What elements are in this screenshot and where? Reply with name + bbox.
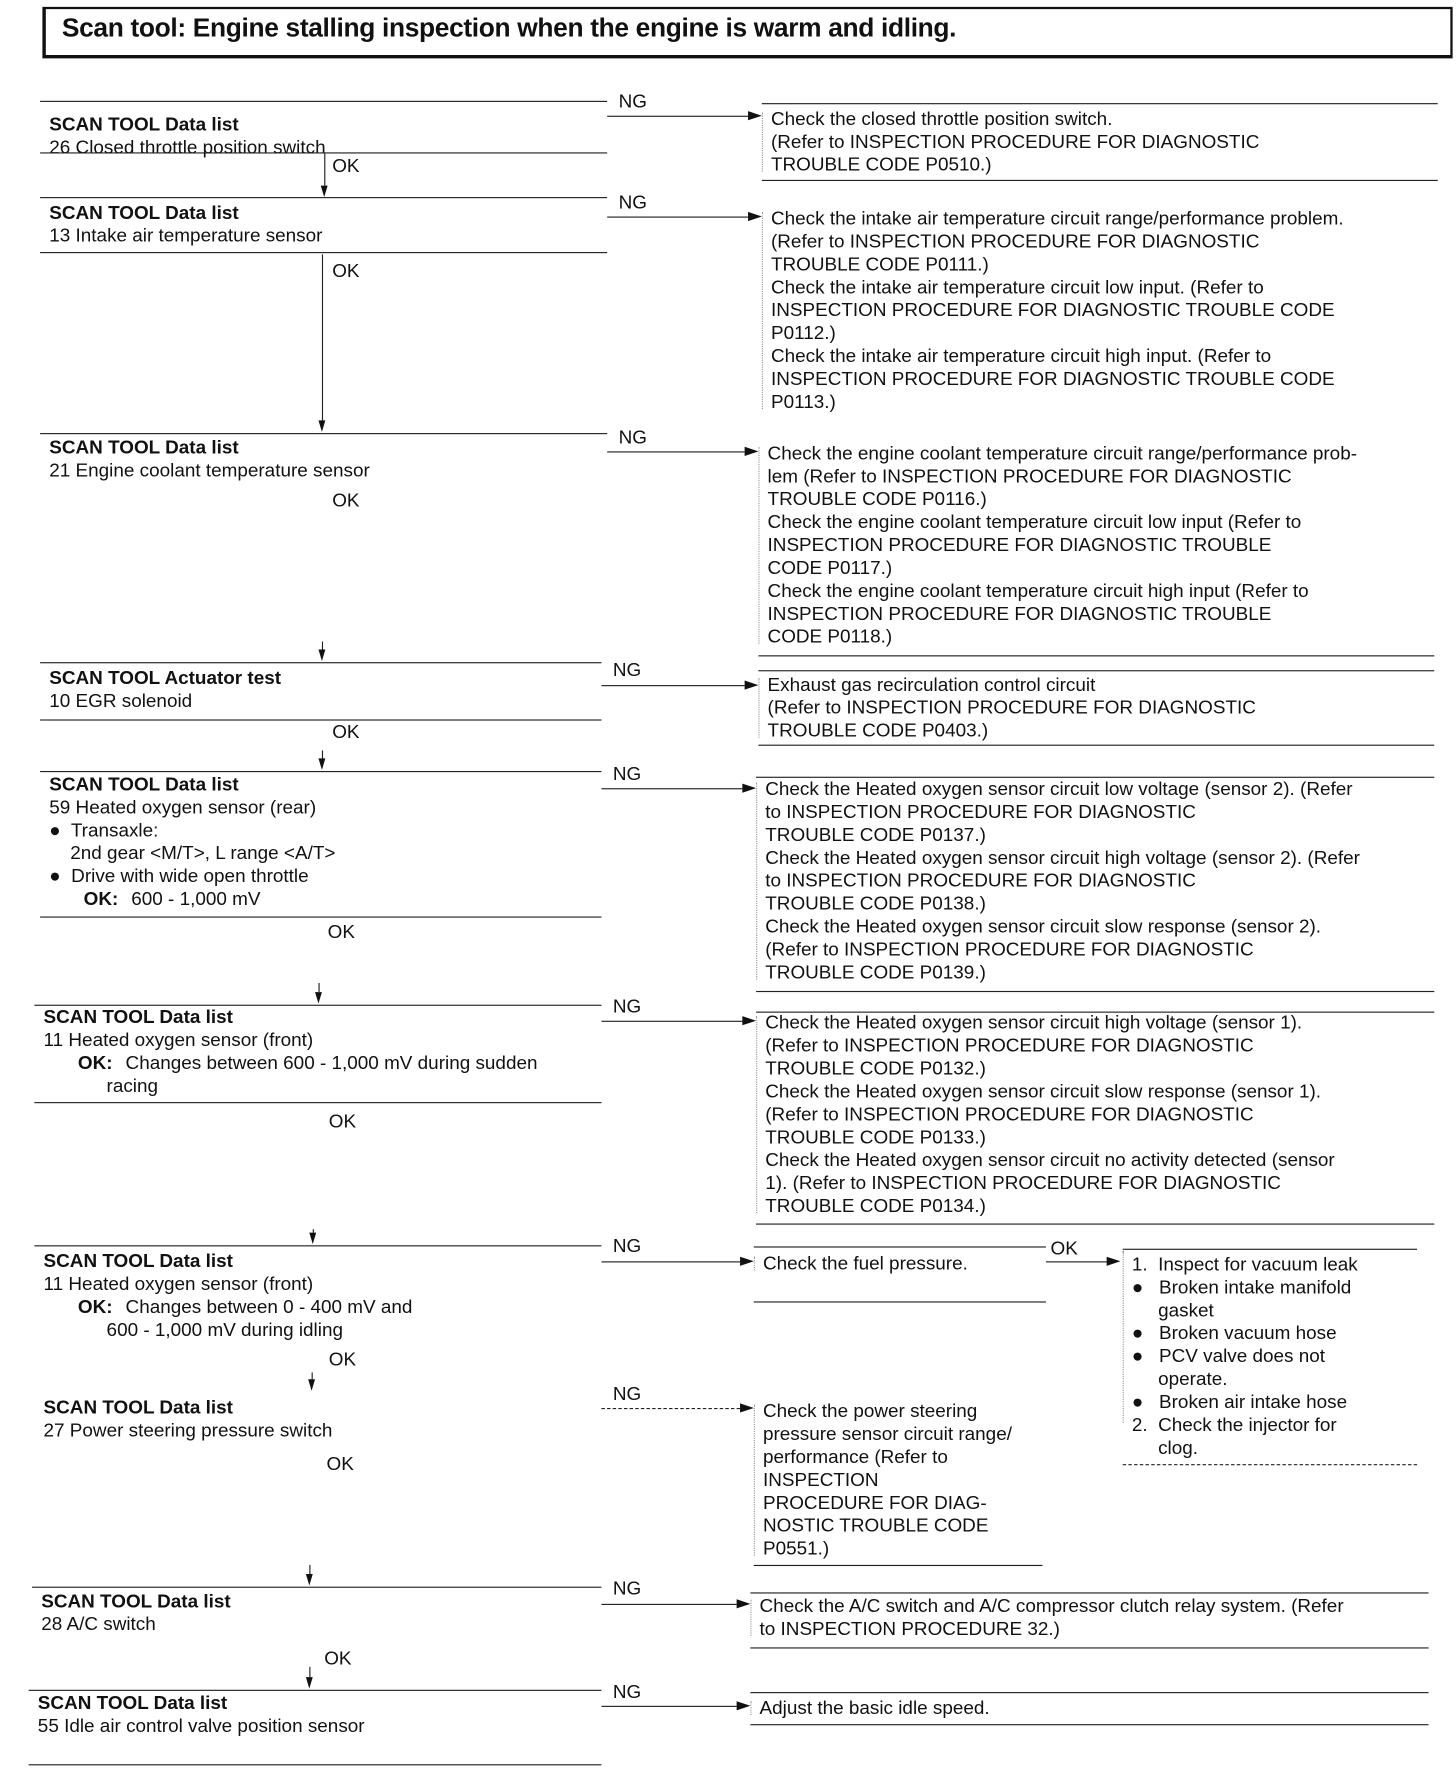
ok-label: OK bbox=[332, 155, 360, 177]
result-box-side-line bbox=[758, 447, 759, 644]
result-text: Check the engine coolant temperature circuit low input (Refer to bbox=[767, 512, 1302, 533]
ok-arrow-down-icon bbox=[318, 420, 325, 431]
result-text: TROUBLE CODE P0111.) bbox=[770, 254, 989, 275]
result-text: Check the engine coolant temperature circuit range/performance prob- bbox=[767, 443, 1357, 464]
result-text: Exhaust gas recirculation control circuit bbox=[767, 674, 1096, 696]
sub-result-text: ● Broken air intake hose bbox=[1131, 1391, 1348, 1413]
result-box-top-line bbox=[754, 1246, 1046, 1247]
step-box-bottom-line bbox=[29, 1764, 602, 1765]
step-detail: 13 Intake air temperature sensor bbox=[49, 225, 323, 247]
step-detail: 27 Power steering pressure switch bbox=[43, 1420, 333, 1442]
step-detail: 28 A/C switch bbox=[41, 1614, 156, 1635]
step-detail: 59 Heated oxygen sensor (rear) bbox=[49, 797, 317, 818]
result-text: Adjust the basic idle speed. bbox=[759, 1697, 990, 1719]
step-title: SCAN TOOL Data list bbox=[41, 1591, 231, 1612]
result-box-bottom-line bbox=[750, 1647, 1428, 1648]
ok-flow-line bbox=[318, 983, 319, 992]
ng-arrow-line bbox=[601, 788, 742, 789]
result-text: INSPECTION PROCEDURE FOR DIAGNOSTIC TROUBLE bbox=[767, 603, 1272, 625]
result-text: Check the engine coolant temperature circuit high input (Refer to bbox=[767, 580, 1309, 602]
result-text: CODE P0117.) bbox=[767, 557, 893, 579]
result-box-side-line bbox=[756, 782, 757, 979]
ng-arrow-icon bbox=[737, 1701, 751, 1710]
ok-label: OK bbox=[328, 1349, 357, 1371]
result-text: performance (Refer to bbox=[762, 1446, 948, 1468]
result-box-top-line bbox=[762, 103, 1438, 104]
ng-arrow-line bbox=[601, 1706, 736, 1707]
result-text: TROUBLE CODE P0116.) bbox=[767, 489, 987, 510]
ng-arrow-line bbox=[601, 685, 744, 686]
result-text: INSPECTION bbox=[762, 1469, 879, 1491]
ng-arrow-icon bbox=[742, 1016, 756, 1025]
result-box-side-line bbox=[754, 1405, 755, 1556]
sub-result-text: 1. Inspect for vacuum leak bbox=[1131, 1254, 1358, 1276]
ok-flow-line bbox=[324, 154, 325, 186]
result-text: Check the Heated oxygen sensor circuit high voltage (sensor 2). (Refer bbox=[765, 847, 1360, 869]
result-text: Check the closed throttle position switch. bbox=[770, 108, 1113, 130]
ng-arrow-icon bbox=[748, 212, 762, 221]
result-text: lem (Refer to INSPECTION PROCEDURE FOR DIAGNOSTIC bbox=[767, 466, 1292, 487]
ok-arrow-down-icon bbox=[308, 1379, 315, 1390]
step-detail: 55 Idle air control valve position sensor bbox=[37, 1716, 365, 1737]
ng-arrow-line bbox=[607, 116, 748, 117]
result-box-side-line bbox=[758, 678, 759, 738]
sub-result-bottom-line bbox=[1123, 1464, 1417, 1465]
ok-flow-line bbox=[322, 750, 323, 758]
result-box-side-line bbox=[754, 1257, 755, 1271]
ok-criteria-label: OK: bbox=[77, 1296, 113, 1318]
ok-flow-line bbox=[309, 1667, 310, 1677]
result-text: Check the Heated oxygen sensor circuit slow response (sensor 2). bbox=[765, 916, 1322, 938]
ok-arrow-down-icon bbox=[309, 1233, 316, 1244]
ok-criteria-text: Changes between 0 - 400 mV and bbox=[120, 1296, 413, 1318]
ng-arrow-icon bbox=[737, 1599, 751, 1608]
result-text: Check the intake air temperature circuit low input. (Refer to bbox=[770, 277, 1264, 298]
result-text: Check the A/C switch and A/C compressor clutch relay system. (Refer bbox=[759, 1595, 1344, 1617]
ng-label: NG bbox=[618, 427, 647, 448]
result-text: P0112.) bbox=[770, 323, 836, 344]
result-text: Check the intake air temperature circuit range/performance problem. bbox=[770, 208, 1344, 230]
result-text: TROUBLE CODE P0132.) bbox=[765, 1058, 986, 1080]
ng-arrow-icon bbox=[740, 1403, 754, 1412]
ok-label: OK bbox=[1050, 1238, 1078, 1260]
step-detail: 10 EGR solenoid bbox=[49, 690, 193, 712]
result-text: 1). (Refer to INSPECTION PROCEDURE FOR DIAGNOSTIC bbox=[765, 1173, 1281, 1194]
step-title: SCAN TOOL Actuator test bbox=[49, 667, 282, 689]
ok-arrow-down-icon bbox=[315, 992, 322, 1003]
result-text: pressure sensor circuit range/ bbox=[762, 1423, 1012, 1445]
result-box-side-line bbox=[762, 212, 763, 409]
result-box-bottom-line bbox=[756, 1224, 1434, 1225]
ok-arrow-down-icon bbox=[318, 758, 325, 769]
result-text: (Refer to INSPECTION PROCEDURE FOR DIAGNOSTIC bbox=[765, 1035, 1254, 1057]
result-box-bottom-line bbox=[754, 1301, 1046, 1302]
ng-label: NG bbox=[612, 1236, 642, 1257]
sub-result-text: ● Broken vacuum hose bbox=[1131, 1323, 1337, 1344]
result-text: Check the fuel pressure. bbox=[762, 1253, 968, 1274]
step-title: SCAN TOOL Data list bbox=[43, 1006, 233, 1028]
result-box-side-line bbox=[756, 1016, 757, 1213]
sub-result-side-line bbox=[1123, 1251, 1124, 1423]
ng-arrow-icon bbox=[745, 447, 759, 456]
result-text: NOSTIC TROUBLE CODE bbox=[762, 1515, 989, 1537]
step-title: SCAN TOOL Data list bbox=[49, 202, 239, 224]
ng-label: NG bbox=[612, 1681, 642, 1703]
step-box-top-line bbox=[32, 1587, 601, 1588]
result-text: P0113.) bbox=[770, 391, 836, 413]
ok-criteria-label: OK: bbox=[83, 888, 119, 910]
sub-result-text: gasket bbox=[1131, 1300, 1214, 1321]
ok-arrow-down-icon bbox=[321, 186, 328, 197]
result-text: (Refer to INSPECTION PROCEDURE FOR DIAGNOSTIC bbox=[765, 939, 1254, 961]
result-text: to INSPECTION PROCEDURE 32.) bbox=[759, 1618, 1060, 1640]
step-box-top-line bbox=[40, 771, 601, 772]
result-text: TROUBLE CODE P0134.) bbox=[765, 1196, 986, 1217]
step-box-top-line bbox=[40, 662, 601, 663]
ng-label: NG bbox=[612, 659, 642, 681]
step-title: SCAN TOOL Data list bbox=[49, 114, 239, 136]
result-box-bottom-line bbox=[756, 991, 1434, 992]
ok-label: OK bbox=[324, 1648, 352, 1670]
step-box-top-line bbox=[40, 197, 607, 198]
ng-label: NG bbox=[612, 1383, 642, 1405]
ng-arrow-icon bbox=[748, 111, 762, 120]
ok-label: OK bbox=[332, 490, 360, 511]
result-text: Check the Heated oxygen sensor circuit slow response (sensor 1). bbox=[765, 1081, 1322, 1103]
ok-criteria-text: 600 - 1,000 mV bbox=[126, 888, 261, 910]
result-box-bottom-line bbox=[754, 1565, 1043, 1566]
result-box-bottom-line bbox=[758, 745, 1434, 746]
step-detail: 600 - 1,000 mV during idling bbox=[43, 1319, 343, 1341]
step-title: SCAN TOOL Data list bbox=[49, 774, 239, 796]
step-detail: 2nd gear <M/T>, L range <A/T> bbox=[49, 843, 336, 864]
ok-criteria-text: Changes between 600 - 1,000 mV during sudden bbox=[120, 1052, 538, 1074]
ng-arrow-icon bbox=[745, 680, 759, 689]
ng-arrow-line bbox=[601, 1261, 740, 1262]
ok-arrow-down-icon bbox=[306, 1677, 313, 1688]
sub-result-text: 2. Check the injector for bbox=[1131, 1414, 1337, 1436]
ng-arrow-line bbox=[601, 1408, 740, 1409]
ok-label: OK bbox=[328, 1111, 357, 1132]
result-text: (Refer to INSPECTION PROCEDURE FOR DIAGNOSTIC bbox=[765, 1104, 1254, 1125]
ng-arrow-line bbox=[601, 1604, 736, 1605]
ok-arrow-down-icon bbox=[318, 650, 325, 661]
result-box-bottom-line bbox=[750, 1724, 1428, 1725]
step-box-top-line bbox=[29, 1690, 602, 1691]
result-box-top-line bbox=[750, 1692, 1428, 1693]
ng-label: NG bbox=[612, 764, 642, 785]
result-text: CODE P0118.) bbox=[767, 626, 893, 648]
ng-arrow-line bbox=[607, 451, 744, 452]
ok-flow-line bbox=[309, 1565, 310, 1574]
result-text: TROUBLE CODE P0510.) bbox=[770, 154, 992, 176]
result-text: Check the Heated oxygen sensor circuit high voltage (sensor 1). bbox=[765, 1012, 1303, 1034]
step-detail: 11 Heated oxygen sensor (front) bbox=[43, 1029, 314, 1051]
step-box-bottom-line bbox=[40, 916, 601, 917]
step-detail: ● Drive with wide open throttle bbox=[49, 866, 309, 887]
step-detail: 26 Closed throttle position switch bbox=[49, 137, 326, 159]
result-box-side-line bbox=[762, 112, 763, 172]
step-title: SCAN TOOL Data list bbox=[43, 1250, 233, 1272]
ok-label: OK bbox=[332, 261, 360, 282]
step-box-top-line bbox=[34, 1245, 601, 1246]
result-text: Check the intake air temperature circuit high input. (Refer to bbox=[770, 345, 1272, 367]
ng-label: NG bbox=[612, 1578, 642, 1600]
result-text: Check the Heated oxygen sensor circuit no activity detected (sensor bbox=[765, 1150, 1335, 1171]
step-title: SCAN TOOL Data list bbox=[43, 1397, 233, 1419]
result-text: TROUBLE CODE P0138.) bbox=[765, 893, 986, 915]
result-text: P0551.) bbox=[762, 1538, 830, 1560]
ok-label: OK bbox=[326, 1453, 354, 1475]
result-text: TROUBLE CODE P0133.) bbox=[765, 1127, 986, 1148]
result-text: INSPECTION PROCEDURE FOR DIAGNOSTIC TROUBLE CODE bbox=[770, 368, 1335, 390]
ok-arrow-line bbox=[1046, 1261, 1109, 1262]
ok-flow-line bbox=[322, 642, 323, 650]
result-text: PROCEDURE FOR DIAG- bbox=[762, 1492, 987, 1514]
step-detail: 11 Heated oxygen sensor (front) bbox=[43, 1273, 314, 1295]
step-box-bottom-line bbox=[34, 1102, 601, 1103]
sub-result-text: ● Broken intake manifold bbox=[1131, 1277, 1352, 1298]
ng-label: NG bbox=[618, 192, 647, 214]
sub-result-text: ● PCV valve does not bbox=[1131, 1346, 1326, 1367]
ok-arrow-down-icon bbox=[306, 1574, 313, 1585]
sub-result-top-line bbox=[1123, 1249, 1417, 1250]
step-title: SCAN TOOL Data list bbox=[37, 1693, 228, 1714]
step-detail: 21 Engine coolant temperature sensor bbox=[49, 460, 370, 482]
result-text: TROUBLE CODE P0403.) bbox=[767, 720, 989, 742]
step-box-top-line bbox=[40, 101, 607, 102]
sub-result-text: clog. bbox=[1131, 1437, 1199, 1459]
result-text: INSPECTION PROCEDURE FOR DIAGNOSTIC TROUBLE bbox=[767, 534, 1272, 556]
result-text: to INSPECTION PROCEDURE FOR DIAGNOSTIC bbox=[765, 801, 1196, 823]
ok-label: OK bbox=[327, 922, 355, 943]
result-box-top-line bbox=[750, 1592, 1428, 1593]
result-text: Check the Heated oxygen sensor circuit low voltage (sensor 2). (Refer bbox=[765, 779, 1353, 800]
result-text: Check the power steering bbox=[762, 1401, 978, 1422]
result-box-bottom-line bbox=[758, 655, 1434, 656]
ng-arrow-icon bbox=[740, 1257, 754, 1266]
ok-flow-line bbox=[322, 254, 323, 420]
step-box-bottom-line bbox=[40, 252, 607, 253]
result-box-side-line bbox=[750, 1599, 751, 1636]
ng-arrow-line bbox=[601, 1021, 742, 1022]
ng-label: NG bbox=[618, 91, 647, 113]
result-box-side-line bbox=[750, 1701, 751, 1715]
ok-criteria-label: OK: bbox=[77, 1052, 113, 1074]
step-box-bottom-line bbox=[40, 719, 601, 720]
result-text: TROUBLE CODE P0139.) bbox=[765, 962, 986, 983]
result-box-bottom-line bbox=[762, 180, 1438, 181]
step-detail: ● Transaxle: bbox=[49, 820, 159, 841]
ok-arrow-icon bbox=[1107, 1257, 1121, 1266]
result-text: INSPECTION PROCEDURE FOR DIAGNOSTIC TROUBLE CODE bbox=[770, 300, 1335, 321]
ok-flow-line bbox=[312, 1372, 313, 1379]
result-text: (Refer to INSPECTION PROCEDURE FOR DIAGNOSTIC bbox=[770, 131, 1260, 153]
sub-result-text: operate. bbox=[1131, 1368, 1228, 1390]
step-title: SCAN TOOL Data list bbox=[49, 437, 239, 459]
step-detail: racing bbox=[43, 1075, 159, 1097]
result-text: to INSPECTION PROCEDURE FOR DIAGNOSTIC bbox=[765, 870, 1196, 892]
result-box-top-line bbox=[758, 670, 1434, 671]
page-title: Scan tool: Engine stalling inspection when the engine is warm and idling. bbox=[61, 12, 957, 43]
ng-arrow-line bbox=[607, 217, 748, 218]
result-text: TROUBLE CODE P0137.) bbox=[765, 824, 986, 846]
ng-arrow-icon bbox=[742, 784, 756, 793]
ng-label: NG bbox=[612, 996, 642, 1018]
ok-label: OK bbox=[332, 721, 360, 743]
result-text: (Refer to INSPECTION PROCEDURE FOR DIAGNOSTIC bbox=[770, 231, 1260, 253]
result-text: (Refer to INSPECTION PROCEDURE FOR DIAGNOSTIC bbox=[767, 697, 1256, 719]
title-box bbox=[42, 7, 1452, 59]
step-box-top-line bbox=[40, 433, 607, 434]
